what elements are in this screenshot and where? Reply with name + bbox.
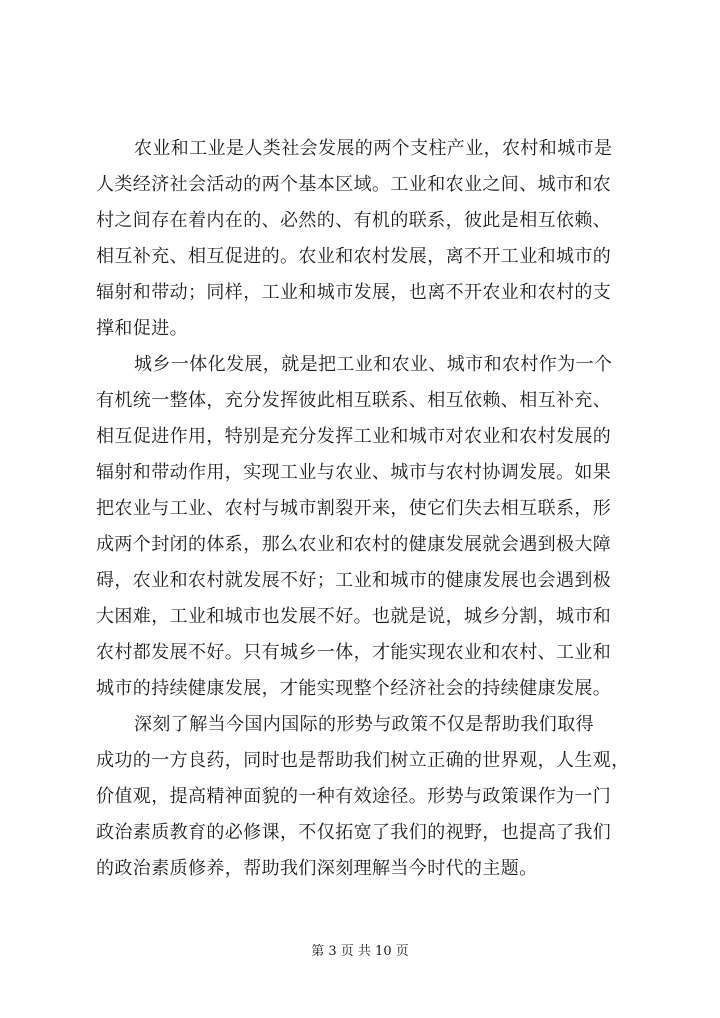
paragraph-1-line-1: 农业和工业是人类社会发展的两个支柱产业，农村和城市是 (134, 138, 613, 159)
paragraph-1-line-2: 人类经济社会活动的两个基本区域。工业和农业之间、城市和农 (96, 174, 612, 195)
paragraph-2-line-5: 把农业与工业、农村与城市割裂开来，使它们失去相互联系，形 (96, 498, 612, 519)
paragraph-2-line-4: 辐射和带动作用，实现工业与农业、城市与农村协调发展。如果 (96, 462, 612, 483)
paragraph-3-line-2: 成功的一方良药，同时也是帮助我们树立正确的世界观，人生观， (96, 750, 630, 771)
paragraph-1-line-3: 村之间存在着内在的、必然的、有机的联系，彼此是相互依赖、 (96, 210, 612, 231)
paragraph-3-line-1: 深刻了解当今国内国际的形势与政策不仅是帮助我们取得 (134, 714, 594, 735)
paragraph-1-line-5: 辐射和带动；同样，工业和城市发展，也离不开农业和农村的支 (96, 282, 612, 303)
page-number-footer: 第 3 页 共 10 页 (311, 944, 409, 959)
paragraph-2-line-2: 有机统一整体，充分发挥彼此相互联系、相互依赖、相互补充、 (96, 390, 612, 411)
paragraph-2-line-9: 农村都发展不好。只有城乡一体，才能实现农业和农村、工业和 (96, 642, 612, 663)
paragraph-2-line-10: 城市的持续健康发展，才能实现整个经济社会的持续健康发展。 (96, 678, 612, 699)
paragraph-2-line-1: 城乡一体化发展，就是把工业和农业、城市和农村作为一个 (134, 354, 613, 375)
paragraph-1-line-6: 撑和促进。 (96, 318, 188, 339)
paragraph-3-line-4: 政治素质教育的必修课，不仅拓宽了我们的视野，也提高了我们 (96, 822, 612, 843)
paragraph-2-line-6: 成两个封闭的体系，那么农业和农村的健康发展就会遇到极大障 (96, 534, 612, 555)
paragraph-3-line-3: 价值观，提高精神面貌的一种有效途径。形势与政策课作为一门 (96, 786, 612, 807)
paragraph-2-line-3: 相互促进作用，特别是充分发挥工业和城市对农业和农村发展的 (96, 426, 612, 447)
paragraph-2-line-7: 碍，农业和农村就发展不好；工业和城市的健康发展也会遇到极 (96, 570, 612, 591)
paragraph-1-line-4: 相互补充、相互促进的。农业和农村发展，离不开工业和城市的 (96, 246, 612, 267)
paragraph-3-line-5: 的政治素质修养，帮助我们深刻理解当今时代的主题。 (96, 858, 538, 879)
paragraph-2-line-8: 大困难，工业和城市也发展不好。也就是说，城乡分割，城市和 (96, 606, 612, 627)
